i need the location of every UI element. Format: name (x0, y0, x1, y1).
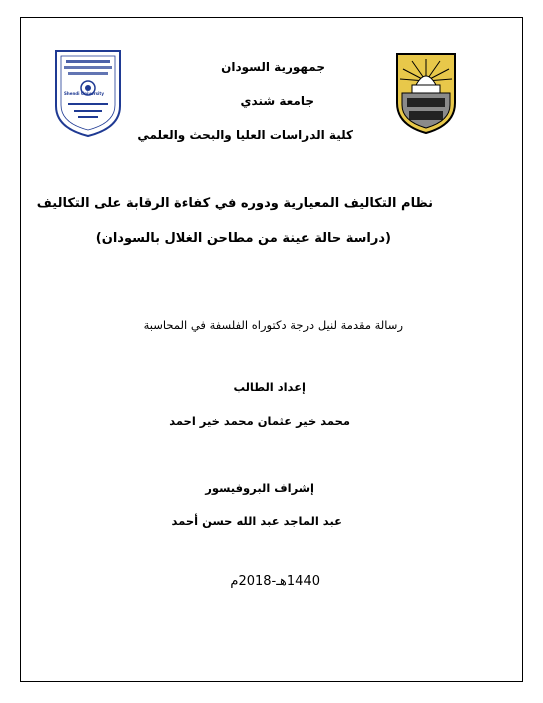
student-label: إعداد الطالب (233, 380, 306, 394)
university-name: جامعة شندي (240, 94, 314, 108)
thesis-title: نظام التكاليف المعيارية ودوره في كفاءة الرقابة على التكاليف (36, 196, 433, 211)
supervisor-name: عبد الماجد عبد الله حسن أحمد (171, 514, 342, 528)
left-logo-label: Shendi University (64, 91, 104, 96)
shendi-university-crest-icon (394, 51, 458, 135)
student-name: محمد خير عثمان محمد خير احمد (169, 414, 350, 428)
thesis-subtitle: (دراسة حالة عينة من مطاحن الغلال بالسودان) (95, 231, 391, 246)
country-name: جمهورية السودان (221, 60, 325, 74)
thesis-date: 1440هـ-2018م (230, 574, 320, 589)
thesis-description: رسالة مقدمة لنيل درجة دكتوراه الفلسفة في المحاسبة (143, 318, 403, 332)
college-name: كلية الدراسات العليا والبحث والعلمي (137, 128, 353, 142)
supervisor-label: إشراف البروفيسور (205, 481, 314, 495)
